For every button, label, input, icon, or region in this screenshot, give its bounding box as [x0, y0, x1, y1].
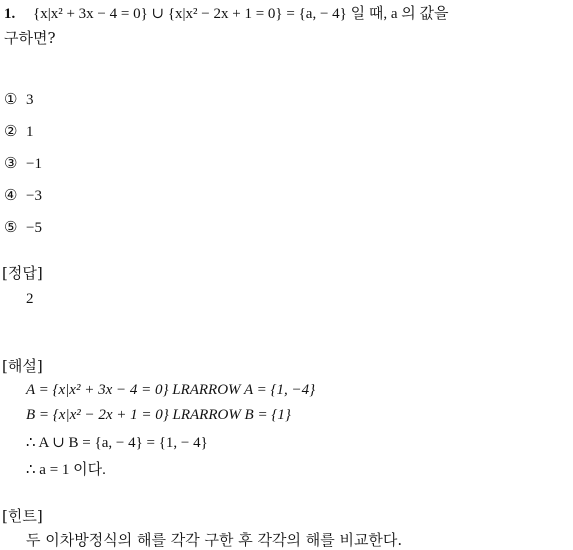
explanation-line-2: B = {x|x² − 2x + 1 = 0} LRARROW B = {1} [26, 407, 291, 423]
question-number: 1. [4, 6, 16, 22]
choice-4[interactable] [4, 185, 42, 206]
choice-2-text: 1 [26, 124, 34, 140]
hint-text: 두 이차방정식의 해를 각각 구한 후 각각의 해를 비교한다. [26, 531, 403, 549]
explanation-label: [해설] [2, 357, 43, 375]
explanation-line-1: A = {x|x² + 3x − 4 = 0} LRARROW A = {1, −4} [26, 382, 316, 398]
choice-5[interactable] [4, 217, 42, 238]
choice-4-text: −3 [26, 188, 42, 204]
question-line-1 [4, 4, 448, 24]
choice-4-mark: ④ [4, 186, 18, 204]
explanation-line-4: ∴ a = 1 이다. [26, 462, 106, 478]
choice-3-mark: ③ [4, 154, 18, 172]
choice-2-mark: ② [4, 122, 18, 140]
choice-3[interactable] [4, 153, 42, 174]
question-stem: {x|x² + 3x − 4 = 0} ∪ {x|x² − 2x + 1 = 0} = {a, − 4} 일 때, a 의 값을 [33, 6, 449, 22]
choice-1[interactable] [4, 89, 34, 110]
answer-label: [정답] [2, 264, 43, 282]
explanation-line-3: ∴ A ∪ B = {a, − 4} = {1, − 4} [26, 435, 208, 451]
choice-5-mark: ⑤ [4, 218, 18, 236]
question-line-2: 구하면? [4, 29, 56, 47]
choice-1-text: 3 [26, 92, 34, 108]
choice-1-mark: ① [4, 90, 18, 108]
hint-label: [힌트] [2, 507, 43, 525]
choice-5-text: −5 [26, 220, 42, 236]
choice-2[interactable] [4, 121, 34, 142]
answer-value: 2 [26, 291, 34, 307]
choice-3-text: −1 [26, 156, 42, 172]
